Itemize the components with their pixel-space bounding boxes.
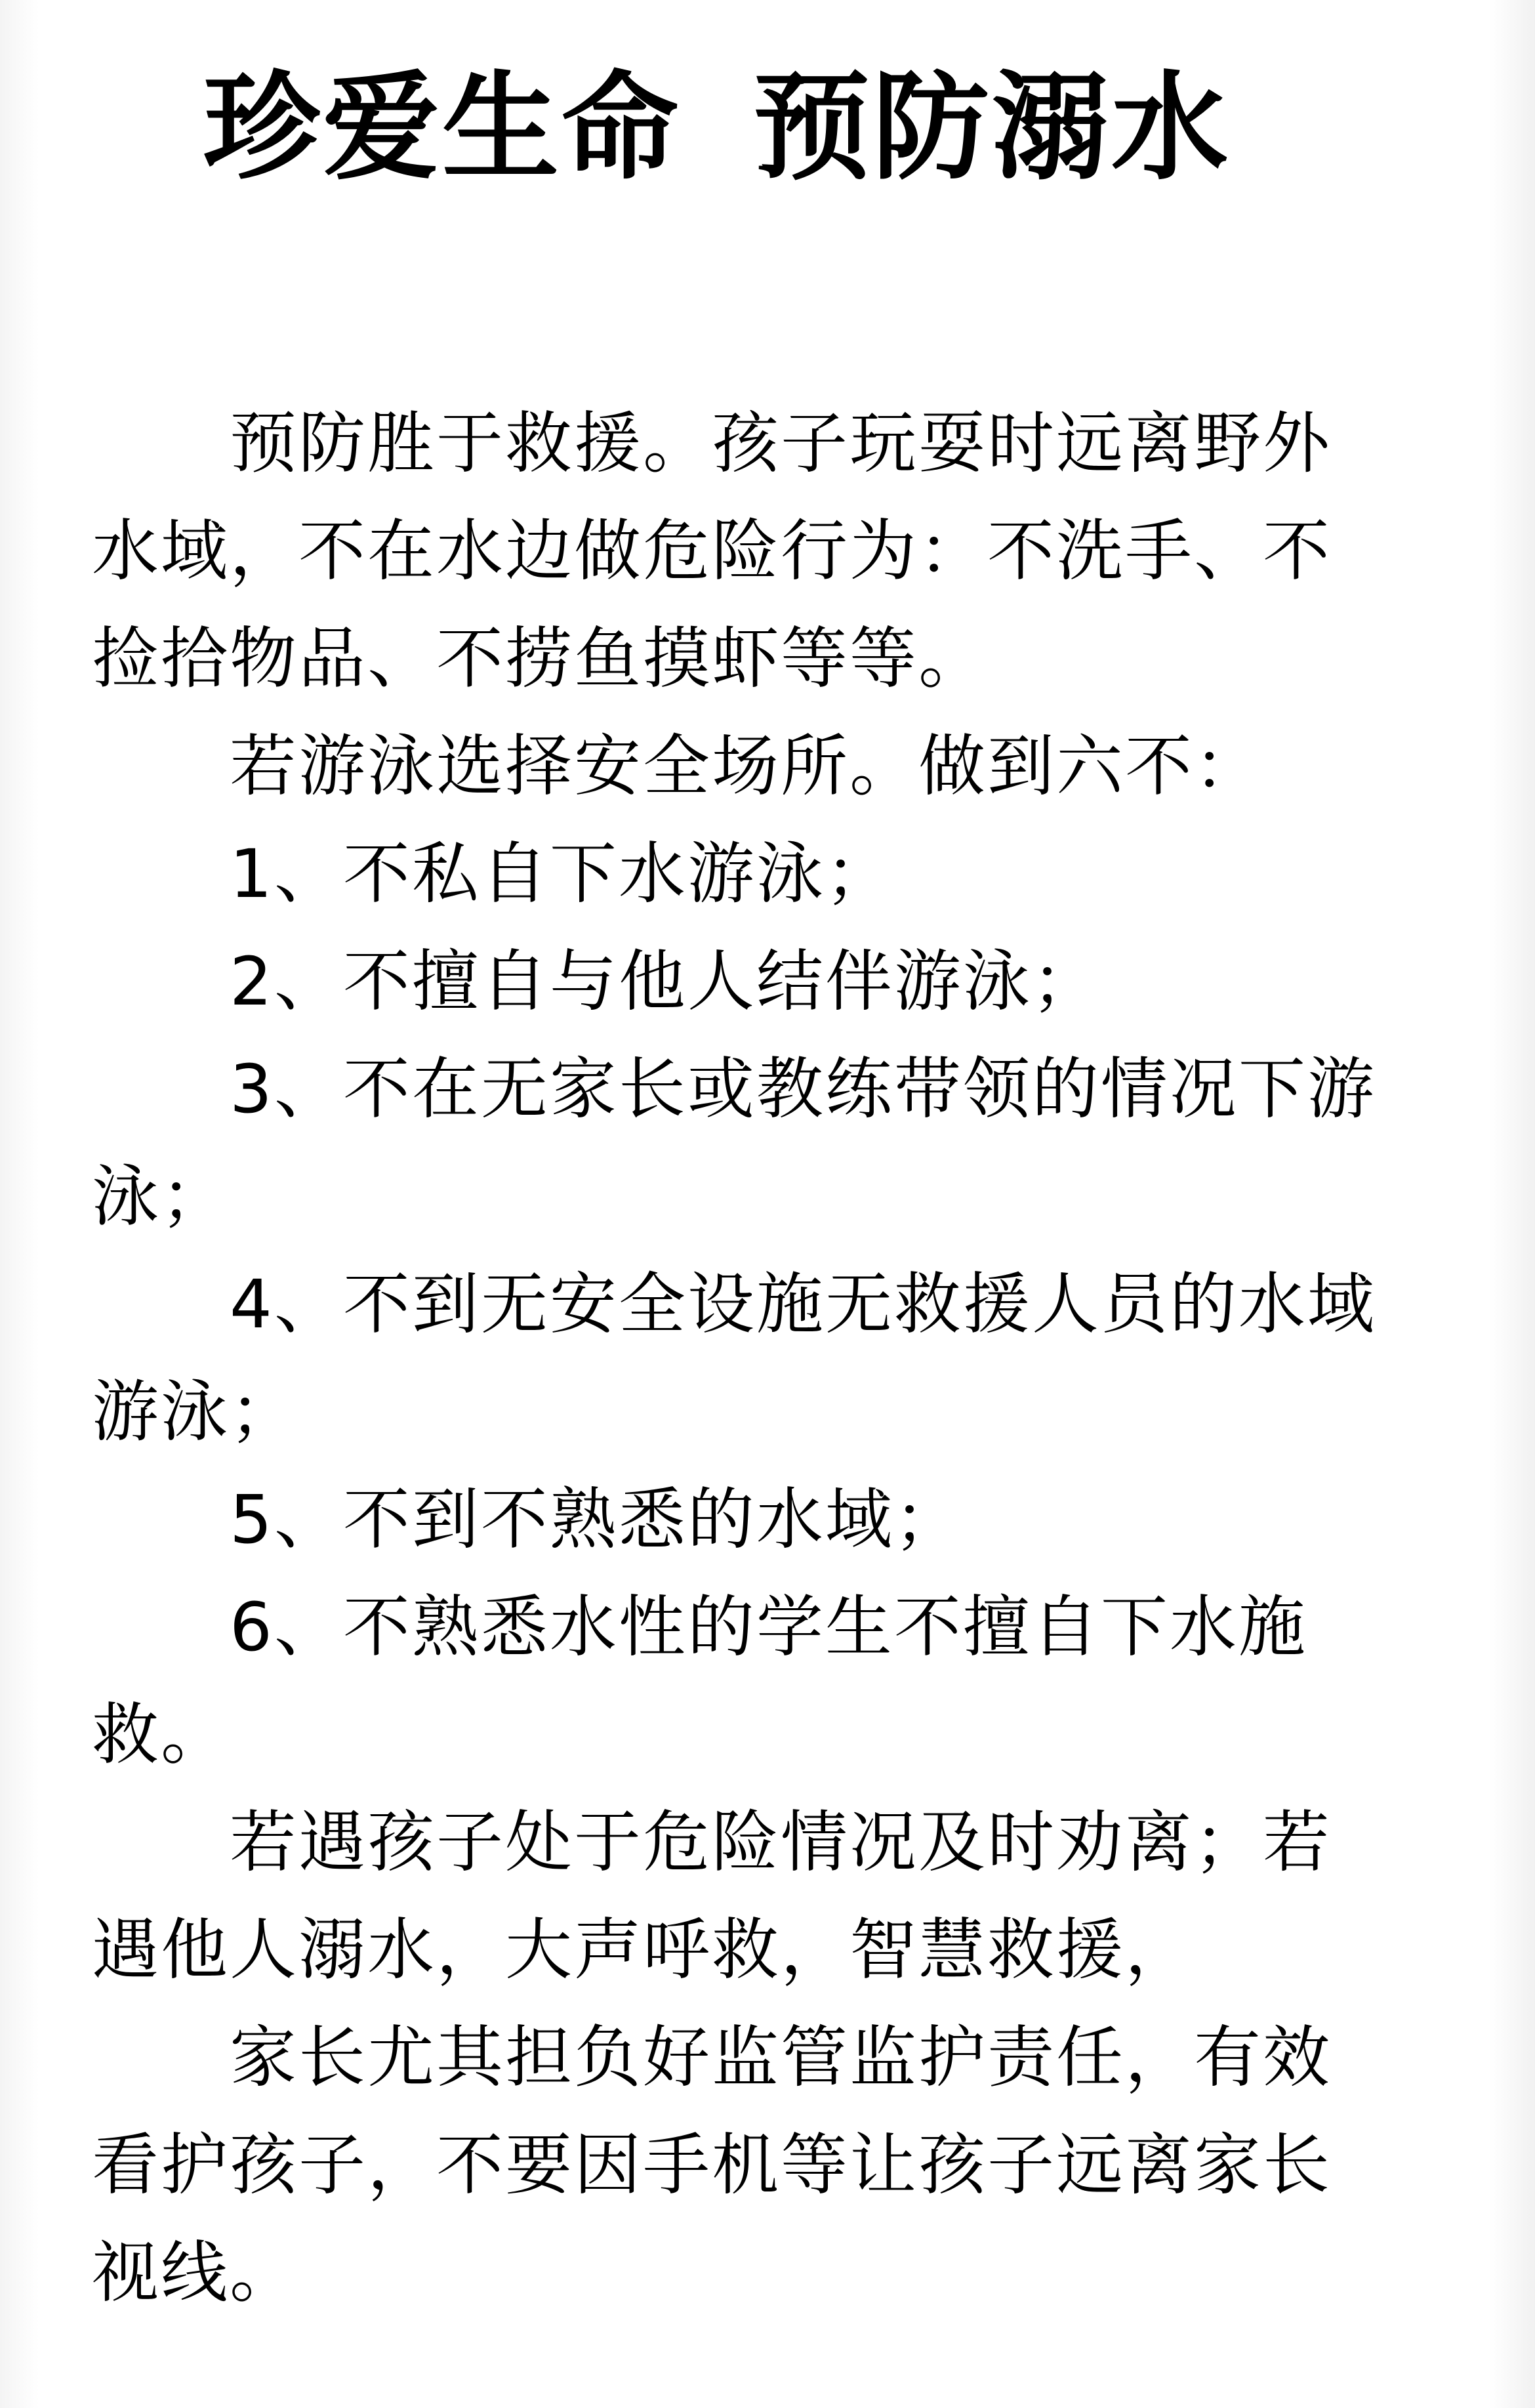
title-part-1: 珍爱生命 <box>203 60 681 196</box>
rule-item-4: 4、不到无安全设施无救援人员的水域游泳； <box>92 1266 1376 1451</box>
poster-body <box>92 390 1378 2327</box>
poster-title <box>203 52 1319 203</box>
intro-paragraph: 预防胜于救援。孩子玩耍时远离野外水域，不在水边做危险行为：不洗手、不捡拾物品、不捞鱼摸虾等等。 <box>92 405 1332 698</box>
danger-paragraph: 若遇孩子处于危险情况及时劝离；若遇他人溺水，大声呼救，智慧救援， <box>92 1804 1332 1989</box>
rule-item-1: 1、不私自下水游泳； <box>230 835 894 913</box>
rule-item-3: 3、不在无家长或教练带领的情况下游泳； <box>92 1050 1376 1236</box>
rule-item-6: 6、不熟悉水性的学生不擅自下水施救。 <box>92 1588 1307 1774</box>
parents-paragraph: 家长尤其担负好监管监护责任，有效看护孩子，不要因手机等让孩子远离家长视线。 <box>92 2019 1332 2312</box>
rule-item-5: 5、不到不熟悉的水域； <box>230 1481 963 1559</box>
title-part-2: 预防溺水 <box>753 60 1231 196</box>
six-no-intro: 若游泳选择安全场所。做到六不： <box>230 728 1263 806</box>
rule-item-2: 2、不擅自与他人结伴游泳； <box>230 943 1101 1021</box>
